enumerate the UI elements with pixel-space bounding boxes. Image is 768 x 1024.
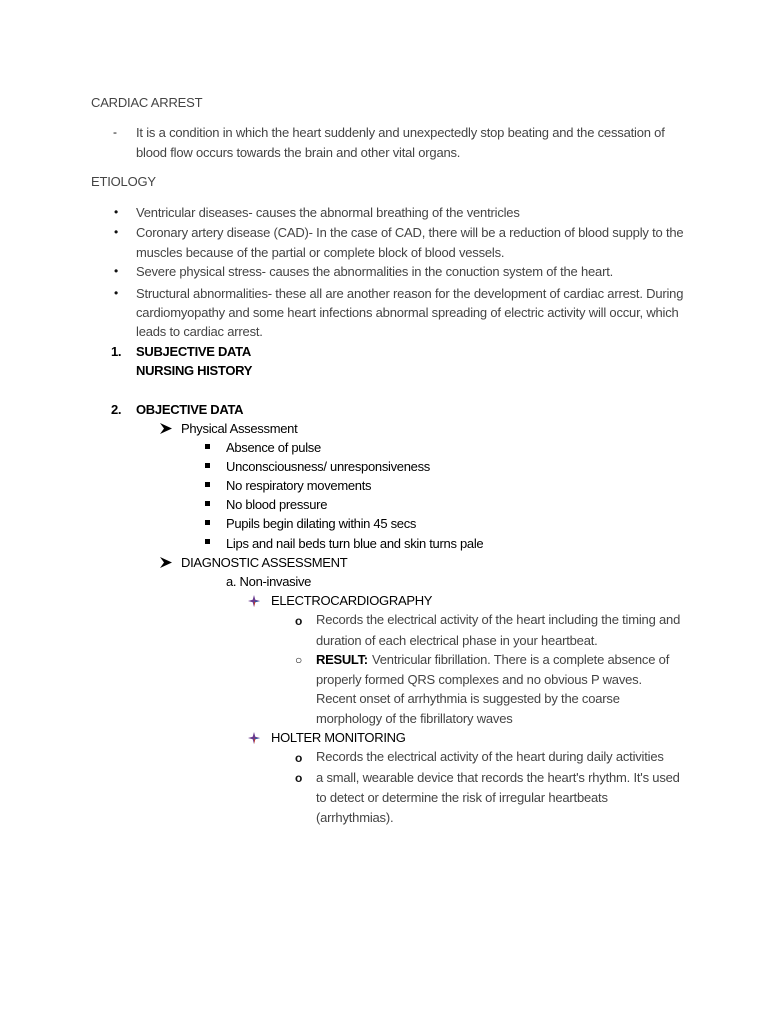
physical-item: No blood pressure <box>226 497 328 512</box>
bullet-marker: • <box>114 286 119 300</box>
etiology-item-cont: cardiomyopathy and some heart infections abnormal spreading of electric activity will occur, which <box>136 305 679 320</box>
section-number: 2. <box>111 402 122 417</box>
diagnostic-title: DIAGNOSTIC ASSESSMENT <box>181 555 348 570</box>
ecg-text-cont: duration of each electrical phase in your heartbeat. <box>316 633 598 648</box>
etiology-item: Ventricular diseases- causes the abnormal breathing of the ventricles <box>136 205 520 220</box>
arrow-bullet-icon <box>160 557 172 568</box>
section-subtitle: NURSING HISTORY <box>136 363 253 378</box>
section-number: 1. <box>111 344 122 359</box>
etiology-item: Severe physical stress- causes the abnormalities in the conuction system of the heart. <box>136 264 614 279</box>
bullet-marker: • <box>114 205 119 219</box>
square-bullet-icon <box>205 482 210 487</box>
holter-title: HOLTER MONITORING <box>271 730 406 745</box>
physical-assessment-title: Physical Assessment <box>181 421 298 436</box>
section-title: OBJECTIVE DATA <box>136 402 244 417</box>
bullet-marker: • <box>114 225 119 239</box>
o-bullet-marker: o <box>295 751 303 765</box>
physical-item: Pupils begin dilating within 45 secs <box>226 516 417 531</box>
holter-text: a small, wearable device that records the heart's rhythm. It's used <box>316 770 680 785</box>
ecg-result-label: RESULT: <box>316 652 368 667</box>
ecg-result-text-cont: morphology of the fibrillatory waves <box>316 711 513 726</box>
ecg-text: Records the electrical activity of the heart including the timing and <box>316 612 681 627</box>
ecg-result-text-cont: Recent onset of arrhythmia is suggested by the coarse <box>316 691 620 706</box>
etiology-item-cont: leads to cardiac arrest. <box>136 324 263 339</box>
page-title: CARDIAC ARREST <box>91 95 203 110</box>
definition-line-2: blood flow occurs towards the brain and other vital organs. <box>136 145 461 160</box>
square-bullet-icon <box>205 444 210 449</box>
physical-item: Lips and nail beds turn blue and skin turns pale <box>226 536 484 551</box>
o-bullet-marker: ○ <box>295 653 303 667</box>
o-bullet-marker: o <box>295 771 303 785</box>
square-bullet-icon <box>205 463 210 468</box>
ecg-result-text-cont: properly formed QRS complexes and no obvious P waves. <box>316 672 642 687</box>
four-point-star-icon <box>248 732 260 744</box>
arrow-bullet-icon <box>160 423 172 434</box>
holter-text-cont: to detect or determine the risk of irregular heartbeats <box>316 790 608 805</box>
physical-item: Absence of pulse <box>226 440 321 455</box>
etiology-item: Coronary artery disease (CAD)- In the case of CAD, there will be a reduction of blood supply to the <box>136 225 684 240</box>
etiology-item: Structural abnormalities- these all are another reason for the development of cardiac arrest. During <box>136 286 684 301</box>
holter-text-cont: (arrhythmias). <box>316 810 394 825</box>
dash-marker: - <box>113 125 117 139</box>
diagnostic-subtitle: a. Non-invasive <box>226 574 312 589</box>
square-bullet-icon <box>205 520 210 525</box>
holter-text: Records the electrical activity of the heart during daily activities <box>316 749 664 764</box>
o-bullet-marker: o <box>295 614 303 628</box>
physical-item: No respiratory movements <box>226 478 372 493</box>
ecg-result-text: Ventricular fibrillation. There is a complete absence of <box>372 652 670 667</box>
definition-line-1: It is a condition in which the heart suddenly and unexpectedly stop beating and the cessation of <box>136 125 665 140</box>
bullet-marker: • <box>114 264 119 278</box>
four-point-star-icon <box>248 595 260 607</box>
etiology-item-cont: muscles because of the partial or complete block of blood vessels. <box>136 245 505 260</box>
physical-item: Unconsciousness/ unresponsiveness <box>226 459 430 474</box>
square-bullet-icon <box>205 539 210 544</box>
etiology-heading: ETIOLOGY <box>91 174 156 189</box>
ecg-title: ELECTROCARDIOGRAPHY <box>271 593 433 608</box>
square-bullet-icon <box>205 501 210 506</box>
section-title: SUBJECTIVE DATA <box>136 344 251 359</box>
